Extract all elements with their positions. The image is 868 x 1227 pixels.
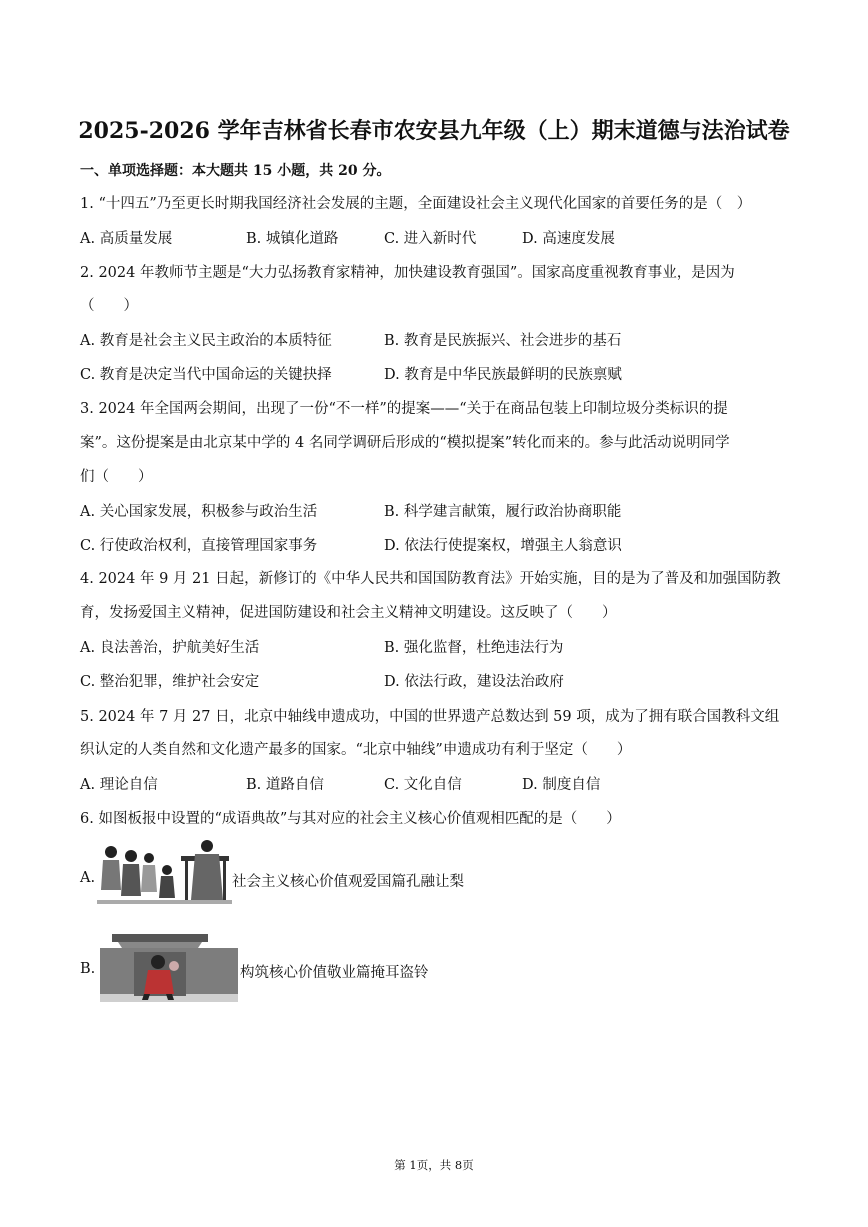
question-3-stem-line-2: 案”。这份提案是由北京某中学的 4 名同学调研后形成的“模拟提案”转化而来的。参与此活动说明同学 — [80, 435, 730, 451]
question-2-stem-line-2: （ ） — [80, 298, 138, 314]
q3-option-b[interactable]: B. 科学建言献策，履行政治协商职能 — [384, 504, 622, 520]
question-1-stem: 1. “十四五”乃至更长时期我国经济社会发展的主题，全面建设社会主义现代化国家的首要任务的是（ ） — [80, 196, 752, 212]
question-4-stem-line-1: 4. 2024 年 9 月 21 日起，新修订的《中华人民共和国国防教育法》开始实施，目的是为了普及和加强国防教 — [80, 571, 781, 587]
question-2-stem-line-1: 2. 2024 年教师节主题是“大力弘扬教育家精神，加快建设教育强国”。国家高度重视教育事业，是因为 — [80, 265, 735, 281]
question-5-stem-line-1: 5. 2024 年 7 月 27 日，北京中轴线申遗成功，中国的世界遗产总数达到 59 项，成为了拥有联合国教科文组 — [80, 709, 780, 725]
q4-option-a[interactable]: A. 良法善治，护航美好生活 — [80, 640, 260, 656]
q5-option-c[interactable]: C. 文化自信 — [384, 777, 462, 793]
q1-option-d[interactable]: D. 高速度发展 — [522, 231, 615, 247]
q1-option-a[interactable]: A. 高质量发展 — [80, 231, 173, 247]
page-footer: 第 1页，共 8页 — [394, 1158, 474, 1172]
q2-option-d[interactable]: D. 教育是中华民族最鲜明的民族禀赋 — [384, 367, 622, 383]
q4-option-c[interactable]: C. 整治犯罪，维护社会安定 — [80, 674, 260, 690]
q1-option-b[interactable]: B. 城镇化道路 — [246, 231, 339, 247]
q5-option-b[interactable]: B. 道路自信 — [246, 777, 324, 793]
question-6-stem: 6. 如图板报中设置的“成语典故”与其对应的社会主义核心价值观相匹配的是（ ） — [80, 811, 621, 827]
q6-option-a-caption: 社会主义核心价值观爱国篇孔融让梨 — [232, 874, 464, 890]
q6-option-a-letter[interactable]: A. — [80, 870, 96, 886]
q2-option-b[interactable]: B. 教育是民族振兴、社会进步的基石 — [384, 333, 622, 349]
exam-title: 2025-2026 学年吉林省长春市农安县九年级（上）期末道德与法治试卷 — [78, 118, 790, 144]
q3-option-a[interactable]: A. 关心国家发展，积极参与政治生活 — [80, 504, 318, 520]
q2-option-c[interactable]: C. 教育是决定当代中国命运的关键抉择 — [80, 367, 332, 383]
question-5-stem-line-2: 织认定的人类自然和文化遗产最多的国家。“北京中轴线”申遗成功有利于坚定（ ） — [80, 742, 632, 758]
q4-option-d[interactable]: D. 依法行政，建设法治政府 — [384, 674, 564, 690]
question-3-stem-line-1: 3. 2024 年全国两会期间，出现了一份“不一样”的提案——“关于在商品包装上印制垃圾分类标识的提 — [80, 401, 728, 417]
question-4-stem-line-2: 育，发扬爱国主义精神，促进国防建设和社会主义精神文明建设。这反映了（ ） — [80, 605, 617, 621]
q3-option-c[interactable]: C. 行使政治权利，直接管理国家事务 — [80, 538, 318, 554]
q3-option-d[interactable]: D. 依法行使提案权，增强主人翁意识 — [384, 538, 622, 554]
q5-option-d[interactable]: D. 制度自信 — [522, 777, 601, 793]
kong-rong-illustration — [97, 840, 232, 910]
q6-option-b-caption: 构筑核心价值敬业篇掩耳盗铃 — [240, 965, 429, 981]
q2-option-a[interactable]: A. 教育是社会主义民主政治的本质特征 — [80, 333, 332, 349]
q4-option-b[interactable]: B. 强化监督，杜绝违法行为 — [384, 640, 564, 656]
q1-option-c[interactable]: C. 进入新时代 — [384, 231, 477, 247]
section-heading: 一、单项选择题：本大题共 15 小题，共 20 分。 — [80, 163, 391, 179]
question-3-stem-line-3: 们（ ） — [80, 469, 153, 485]
covering-ears-illustration — [100, 934, 238, 1002]
q5-option-a[interactable]: A. 理论自信 — [80, 777, 158, 793]
q6-option-b-letter[interactable]: B. — [80, 961, 96, 977]
